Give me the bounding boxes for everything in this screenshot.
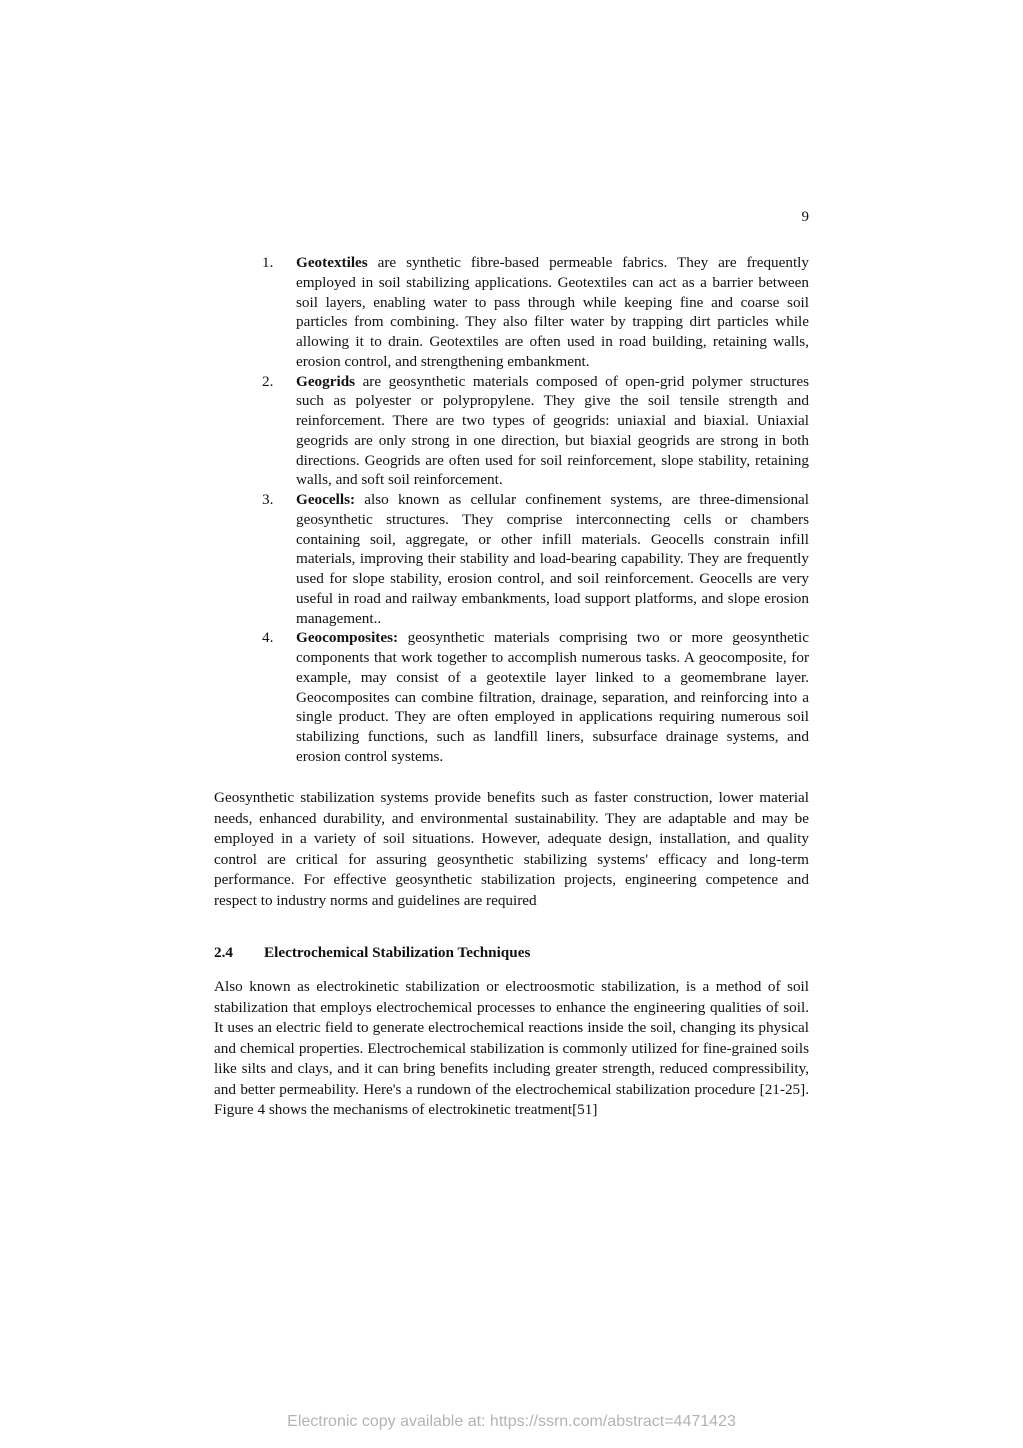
list-item-description: also known as cellular confinement systems, are three-dimensional geosynthetic structures. They comprise interconnecting cells or chambers containing soil, aggregate, or other infill materials. Geocells constrain infill materials, improving their stability and load-bearing capability. They are frequently used for slope stability, erosion control, and soil reinforcement. Geocells are very useful in road and railway embankments, load support platforms, and slope erosion management.. [296, 491, 809, 627]
list-item-term: Geocells: [296, 491, 356, 508]
list-item-number: 2. [262, 372, 274, 390]
footer-availability-note: Electronic copy available at: https://ssrn.com/abstract=4471423 [287, 1413, 736, 1430]
list-item-description: geosynthetic materials comprising two or more geosynthetic components that work together to accomplish numerous tasks. A geocomposite, for example, may consist of a geotextile layer linked to a geomembrane layer. Geocomposites can combine filtration, drainage, separation, and reinforcing into a single product. They are often employed in applications requiring numerous soil stabilizing functions, such as landfill liners, subsurface drainage systems, and erosion control systems. [296, 629, 809, 765]
section-paragraph: Also known as electrokinetic stabilization or electroosmotic stabilization, is a method of soil stabilization that employs electrochemical processes to enhance the engineering qualities of soil. It uses an electric field to generate electrochemical reactions inside the soil, changing its physical and chemical properties. Electrochemical stabilization is commonly utilized for fine-grained soils like silts and clays, and it can bring benefits including greater strength, reduced compressibility, and better permeability. Here's a rundown of the electrochemical stabilization procedure [21-25]. Figure 4 shows the mechanisms of electrokinetic treatment[51] [214, 978, 809, 1118]
section-number: 2.4 [214, 944, 233, 961]
list-item-description: are synthetic fibre-based permeable fabrics. They are frequently employed in soil stabilizing applications. Geotextiles can act as a barrier between soil layers, enabling water to pass through while keeping fine and coarse soil particles from combining. They also filter water by trapping dirt particles while allowing it to drain. Geotextiles are often used in road building, retaining walls, erosion control, and strengthening embankment. [296, 254, 809, 370]
list-item-text [296, 372, 809, 491]
list-item-text [296, 490, 809, 628]
list-item-number: 1. [262, 254, 274, 271]
list-item [262, 372, 809, 491]
list-item [262, 628, 809, 766]
list-item-description: are geosynthetic materials composed of open-grid polymer structures such as polyester or polypropylene. They give the soil tensile strength and reinforcement. There are two types of geogrids: uniaxial and biaxial. Uniaxial geogrids are only strong in one direction, but biaxial geogrids are strong in both directions. Geogrids are often used for soil reinforcement, slope stability, retaining walls, and soft soil reinforcement. [296, 372, 809, 489]
list-item-number: 3. [262, 491, 274, 508]
list-item [262, 253, 809, 372]
geosynthetic-types-list [262, 253, 809, 767]
list-item-number: 4. [262, 629, 274, 647]
list-item [262, 490, 809, 628]
list-item-text [296, 253, 809, 372]
summary-paragraph: Geosynthetic stabilization systems provide benefits such as faster construction, lower material needs, enhanced durability, and environmental sustainability. They are adaptable and may be employed in a variety of soil situations. However, adequate design, installation, and quality control are critical for assuring geosynthetic stabilizing systems' efficacy and long-term performance. For effective geosynthetic stabilization projects, engineering competence and respect to industry norms and guidelines are required [214, 789, 809, 909]
section-title: Electrochemical Stabilization Techniques [264, 944, 531, 961]
list-item-term: Geocomposites: [296, 629, 399, 647]
section-heading [214, 943, 809, 963]
list-item-term: Geotextiles [296, 254, 368, 271]
list-item-text [296, 628, 809, 766]
page-number: 9 [801, 209, 809, 225]
list-item-term: Geogrids [296, 372, 356, 390]
